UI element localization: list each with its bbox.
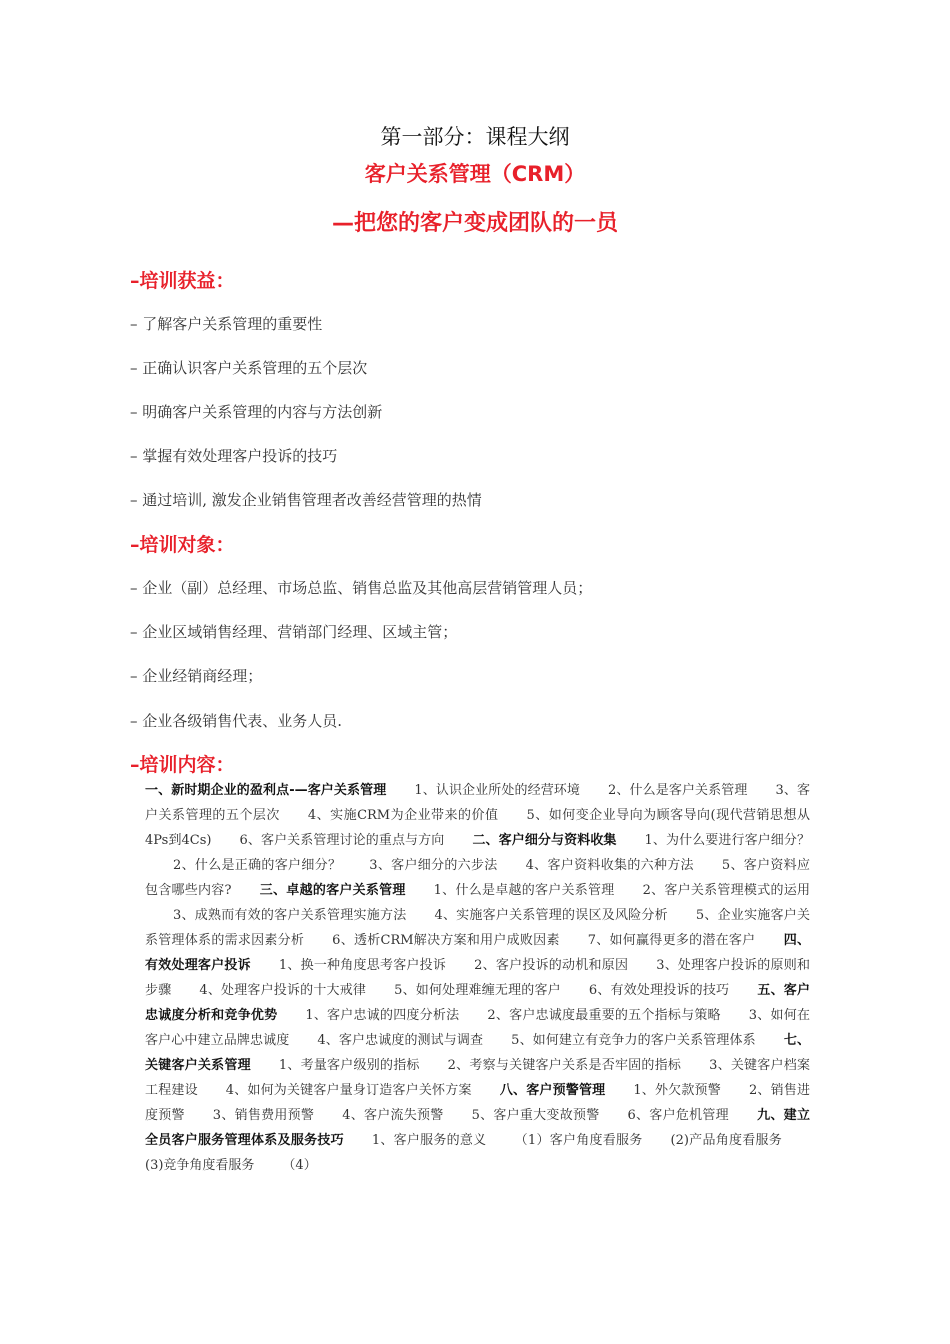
content-point: 4、客户资料收集的六种方法 [525,858,694,873]
content-point: 5、客户重大变故预警 [471,1108,600,1123]
content-point: 3、客户关系管理的五个层次 [145,783,810,823]
content-point: 1、客户忠诚的四度分析法 [305,1008,460,1023]
content-point: 5、如何变企业导向为顾客导向(现代营销思想从4Ps到4Cs) [145,808,810,848]
content-point: 4、客户流失预警 [342,1108,444,1123]
part-title: 第一部分：课程大纲 [380,125,570,149]
content-point: 3、销售费用预警 [212,1108,315,1123]
content-point: (3)竞争角度看服务 [145,1158,255,1173]
benefit-item: – 通过培训, 激发企业销售管理者改善经营管理的热情 [130,491,482,509]
content-point: 3、处理客户投诉的原则和步骤 [145,958,810,998]
content-section-title: 八、客户预警管理 [499,1083,606,1098]
content-point: 2、客户忠诚度最重要的五个指标与策略 [487,1008,721,1023]
audience-item: – 企业各级销售代表、业务人员. [130,712,343,730]
content-point: 4、实施CRM为企业带来的价值 [307,808,499,823]
content-point: 1、考量客户级别的指标 [278,1058,420,1073]
benefit-item: – 正确认识客户关系管理的五个层次 [130,359,368,377]
content-point: (2)产品角度看服务 [670,1133,782,1148]
content-point: 5、企业实施客户关系管理体系的需求因素分析 [145,908,810,948]
content-section-title: 四、有效处理客户投诉 [145,933,810,973]
content-point: 2、考察与关键客户关系是否牢固的指标 [447,1058,682,1073]
content-point: 1、换一种角度思考客户投诉 [278,958,447,973]
content-point: 6、透析CRM解决方案和用户成败因素 [332,933,560,948]
content-point: 3、客户细分的六步法 [369,858,498,873]
content-point: 5、如何建立有竞争力的客户关系管理体系 [511,1033,756,1048]
content-point: 1、为什么要进行客户细分？ [644,833,810,848]
content-section-title: 三、卓越的客户关系管理 [259,883,406,898]
content-point: 3、成熟而有效的客户关系管理实施方法 [173,908,407,923]
content-point: 3、如何在客户心中建立品牌忠诚度 [145,1008,810,1048]
content-point: 2、什么是客户关系管理 [608,783,748,798]
content-point: 5、客户资料应包含哪些内容? [145,858,810,898]
content-point: （1）客户角度看服务 [514,1133,643,1148]
content-point: 2、什么是正确的客户细分？ [173,858,342,873]
content-heading: –培训内容： [130,754,235,776]
content-point: 7、如何赢得更多的潜在客户 [587,933,756,948]
content-point: 6、客户危机管理 [627,1108,729,1123]
content-point: 1、什么是卓越的客户关系管理 [433,883,615,898]
course-title: 客户关系管理（CRM） [364,162,586,186]
audience-item: – 企业区域销售经理、营销部门经理、区域主管； [130,623,458,641]
benefits-heading: –培训获益： [130,270,235,292]
audience-item: – 企业（副）总经理、市场总监、销售总监及其他高层营销管理人员； [130,579,593,597]
content-point: 4、实施客户关系管理的误区及风险分析 [434,908,668,923]
content-point: 4、处理客户投诉的十大戒律 [199,983,367,998]
audience-heading: –培训对象： [130,534,235,556]
content-point: （4） [282,1158,317,1173]
content-point: 6、客户关系管理讨论的重点与方向 [239,833,445,848]
content-point: 1、认识企业所处的经营环境 [414,783,581,798]
content-point: 2、客户关系管理模式的运用 [642,883,810,898]
content-point: 4、如何为关键客户量身订造客户关怀方案 [225,1083,472,1098]
benefit-item: – 了解客户关系管理的重要性 [130,315,323,333]
content-point: 6、有效处理投诉的技巧 [588,983,730,998]
audience-item: – 企业经销商经理； [130,667,263,685]
content-section-title: 一、新时期企业的盈利点-—客户关系管理 [145,783,387,798]
content-paragraph [145,778,810,1178]
content-section-title: 七、关键客户关系管理 [145,1033,810,1073]
course-subtitle: —把您的客户变成团队的一员 [331,211,618,236]
content-point: 1、客户服务的意义 [371,1133,487,1148]
benefit-item: – 掌握有效处理客户投诉的技巧 [130,447,338,465]
content-point: 5、如何处理难缠无理的客户 [394,983,561,998]
content-point: 3、关键客户档案工程建设 [145,1058,810,1098]
content-point: 1、外欠款预警 [633,1083,721,1098]
content-section-title: 九、建立全员客户服务管理体系及服务技巧 [145,1108,810,1148]
content-point: 2、销售进度预警 [145,1083,810,1123]
content-section-title: 五、客户忠诚度分析和竞争优势 [145,983,810,1023]
content-point: 2、客户投诉的动机和原因 [474,958,629,973]
content-point: 4、客户忠诚度的测试与调查 [317,1033,484,1048]
benefit-item: – 明确客户关系管理的内容与方法创新 [130,403,383,421]
content-section-title: 二、客户细分与资料收集 [472,833,617,848]
